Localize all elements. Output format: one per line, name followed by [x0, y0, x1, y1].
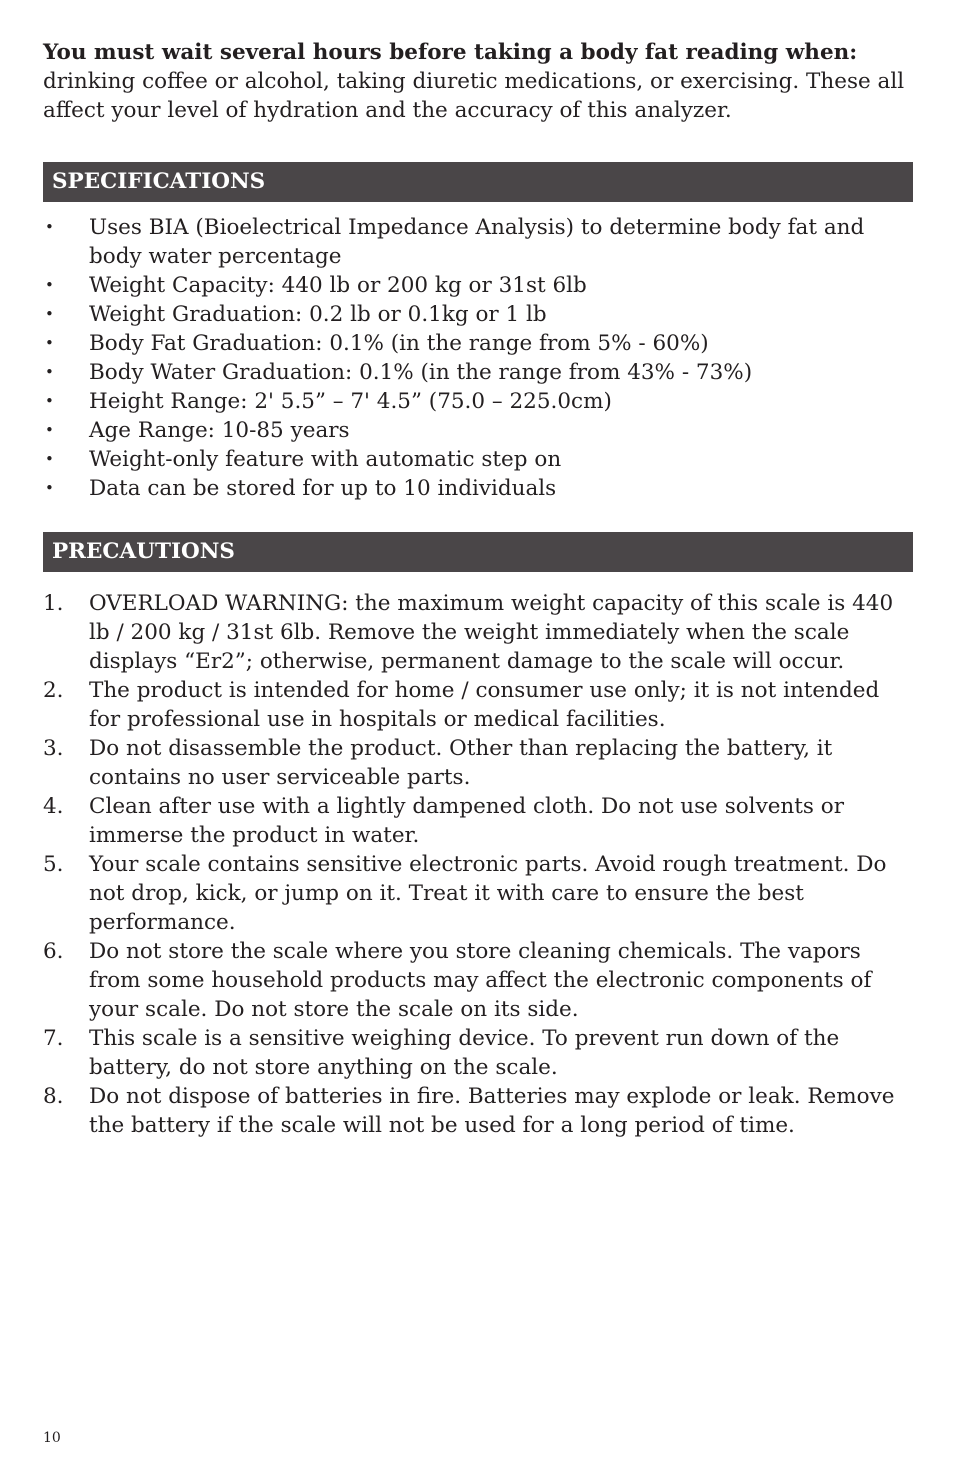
- precaution-text: OVERLOAD WARNING: the maximum weight capacity of this scale is 440 lb / 200 kg / 31st 6lb. Remove the weight immediately when the scale displays “Er2”; otherwise, permanent damage to the scale will occur.: [89, 591, 894, 674]
- spec-item-text: Body Water Graduation: 0.1% (in the range from 43% - 73%): [89, 360, 753, 385]
- spec-item-text: Age Range: 10-85 years: [89, 418, 350, 443]
- spec-item: [43, 416, 913, 445]
- spec-item-text: Data can be stored for up to 10 individuals: [89, 476, 557, 501]
- precaution-number: 7.: [43, 1026, 64, 1051]
- specifications-heading: SPECIFICATIONS: [43, 162, 913, 202]
- spec-item-text: Weight-only feature with automatic step on: [89, 447, 562, 472]
- precaution-text: The product is intended for home / consumer use only; it is not intended for professional use in hospitals or medical facilities.: [89, 678, 880, 732]
- precaution-item: [43, 1082, 913, 1140]
- spec-item: [43, 474, 913, 503]
- spec-item: [43, 445, 913, 474]
- spec-item: [43, 329, 913, 358]
- precaution-number: 3.: [43, 736, 64, 761]
- bullet-icon: •: [45, 363, 54, 381]
- precaution-number: 5.: [43, 852, 64, 877]
- precautions-heading: PRECAUTIONS: [43, 532, 913, 572]
- precaution-item: [43, 676, 913, 734]
- bullet-icon: •: [45, 276, 54, 294]
- precaution-item: [43, 734, 913, 792]
- precaution-text: Clean after use with a lightly dampened cloth. Do not use solvents or immerse the product in water.: [89, 794, 845, 848]
- precaution-item: [43, 792, 913, 850]
- bullet-icon: •: [45, 334, 54, 352]
- spec-item-text: Weight Capacity: 440 lb or 200 kg or 31st 6lb: [89, 273, 587, 298]
- precaution-number: 2.: [43, 678, 64, 703]
- precaution-number: 4.: [43, 794, 64, 819]
- hydration-notice-lead: You must wait several hours before taking a body fat reading when:: [43, 40, 858, 65]
- precaution-item: [43, 850, 913, 937]
- precaution-text: Do not store the scale where you store cleaning chemicals. The vapors from some household products may affect the electronic components of your scale. Do not store the scale on its side.: [89, 939, 872, 1022]
- precaution-number: 6.: [43, 939, 64, 964]
- spec-item-text: Body Fat Graduation: 0.1% (in the range from 5% - 60%): [89, 331, 709, 356]
- precaution-text: This scale is a sensitive weighing device. To prevent run down of the battery, do not store anything on the scale.: [89, 1026, 840, 1080]
- spec-item: [43, 387, 913, 416]
- spec-item: [43, 213, 913, 271]
- hydration-notice: [43, 38, 913, 125]
- precaution-number: 8.: [43, 1084, 64, 1109]
- precaution-text: Your scale contains sensitive electronic parts. Avoid rough treatment. Do not drop, kick, or jump on it. Treat it with care to ensure the best performance.: [89, 852, 887, 935]
- spec-item: [43, 271, 913, 300]
- bullet-icon: •: [45, 421, 54, 439]
- manual-page: [43, 38, 913, 1140]
- bullet-icon: •: [45, 450, 54, 468]
- bullet-icon: •: [45, 479, 54, 497]
- spec-item-text: Height Range: 2' 5.5” – 7' 4.5” (75.0 – 225.0cm): [89, 389, 612, 414]
- precaution-number: 1.: [43, 591, 64, 616]
- precaution-text: Do not dispose of batteries in fire. Batteries may explode or leak. Remove the battery if the scale will not be used for a long period of time.: [89, 1084, 895, 1138]
- precaution-text: Do not disassemble the product. Other than replacing the battery, it contains no user serviceable parts.: [89, 736, 833, 790]
- precaution-item: [43, 1024, 913, 1082]
- spec-item: [43, 358, 913, 387]
- precaution-item: [43, 589, 913, 676]
- spec-item-text: Uses BIA (Bioelectrical Impedance Analysis) to determine body fat and body water percentage: [89, 215, 865, 269]
- page-number: 10: [43, 1430, 61, 1446]
- bullet-icon: •: [45, 305, 54, 323]
- precaution-item: [43, 937, 913, 1024]
- specifications-list: [43, 213, 913, 503]
- spec-item-text: Weight Graduation: 0.2 lb or 0.1kg or 1 lb: [89, 302, 547, 327]
- bullet-icon: •: [45, 392, 54, 410]
- bullet-icon: •: [45, 218, 54, 236]
- spec-item: [43, 300, 913, 329]
- precautions-list: [43, 589, 913, 1140]
- hydration-notice-body: drinking coffee or alcohol, taking diuretic medications, or exercising. These all affect your level of hydration and the accuracy of this analyzer.: [43, 69, 905, 123]
